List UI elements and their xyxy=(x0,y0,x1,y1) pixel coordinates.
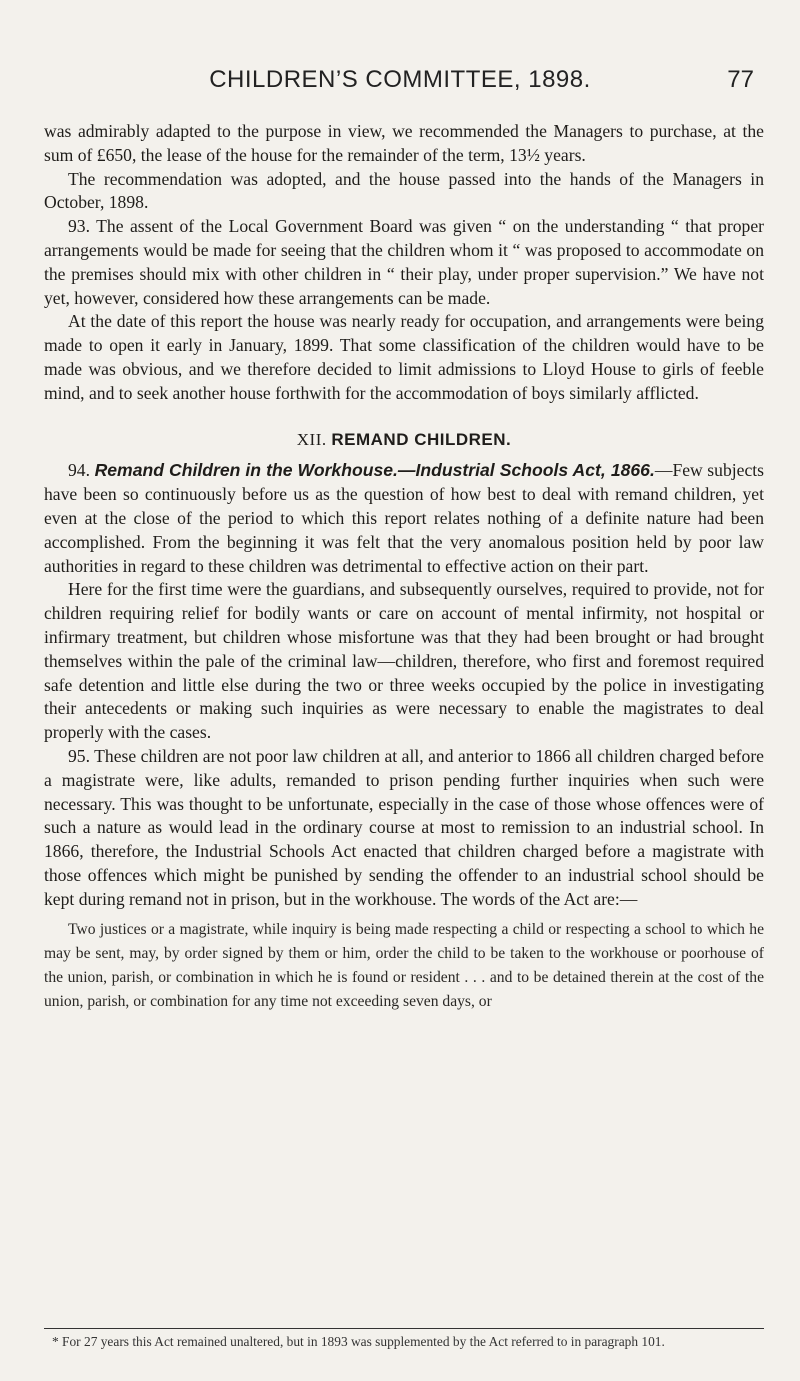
page-number: 77 xyxy=(727,66,754,93)
paragraph-94 xyxy=(44,459,764,578)
paragraph-guardians: Here for the first time were the guardians, and subsequently ourselves, required to provide, not for children requiring relief for bodily wants or care on account of mental infirmity, not hospital or infirmary treatment, but children whose misfortune was that they had been brought or had brought themselves within the pale of the criminal law—children, therefore, who first and foremost required safe detention and little else during the two or three weeks occupied by the police in investigating their antecedents or making such inquiries as were necessary to enable the magistrates to deal properly with the cases. xyxy=(44,579,764,743)
paragraph-93: 93. The assent of the Local Government Board was given “ on the understanding “ that proper arrangements would be made for seeing that the children whom it “ was proposed to accommodate on the premises should mix with other children in “ their play, under proper supervision.” We have not yet, however, considered how these arrangements can be made. xyxy=(44,216,764,308)
section-heading xyxy=(44,428,764,452)
paragraph-94-subtitle: Remand Children in the Workhouse.—Industrial Schools Act, 1866. xyxy=(94,460,655,481)
paragraph-94-body: —Few subjects have been so continuously before us as the question of how best to deal with remand children, yet even at the close of the period to which this report relates nothing of a definite nature had been accomplished. From the beginning it was felt that the very anomalous position held by poor law authorities in regard to these children was detrimental to effective action on their part. xyxy=(44,460,764,576)
paragraph-recommendation: The recommendation was adopted, and the house passed into the hands of the Managers in October, 1898. xyxy=(44,168,764,213)
paragraph-95: 95. These children are not poor law children at all, and anterior to 1866 all children charged before a magistrate were, like adults, remanded to prison pending further inquiries when such were necessary. This was thought to be unfortunate, especially in the case of those whose offences were of such a nature as would lead in the ordinary course at most to remission to an industrial school. In 1866, therefore, the Industrial Schools Act enacted that children charged before a magistrate with those offences which might be punished by sending the offender to an industrial school should be kept during remand not in prison, but in the workhouse. The words of the Act are:— xyxy=(44,745,764,909)
running-title: CHILDREN’S COMMITTEE, 1898. xyxy=(209,66,591,93)
paragraph-94-number: 94. xyxy=(68,460,90,481)
footnote-divider xyxy=(44,1328,764,1329)
footnote: * For 27 years this Act remained unaltered, but in 1893 was supplemented by the Act referred to in paragraph 101. xyxy=(52,1334,665,1349)
paragraph-continuation: was admirably adapted to the purpose in view, we recommended the Managers to purchase, at the sum of £650, the lease of the house for the remainder of the term, 13½ years. xyxy=(44,121,764,165)
paragraph-occupation: At the date of this report the house was nearly ready for occupation, and arrangements were being made to open it early in January, 1899. That some classification of the children would have to be made was obvious, and we therefore decided to limit admissions to Lloyd House to girls of feeble mind, and to seek another house forthwith for the accommodation of boys similarly afflicted. xyxy=(44,311,764,403)
body-text xyxy=(44,120,764,1014)
section-number: XII. xyxy=(296,429,327,449)
act-quotation: Two justices or a magistrate, while inquiry is being made respecting a child or respecting a school to which he may be sent, may, by order signed by them or him, order the child to be taken to the workhouse or poorhouse of the union, parish, or combination in which he is found or resident . . . and to be detained therein at the cost of the union, parish, or combination for any time not exceeding seven days, or xyxy=(44,920,764,1010)
section-title: REMAND CHILDREN. xyxy=(331,429,512,449)
running-header xyxy=(0,66,800,106)
